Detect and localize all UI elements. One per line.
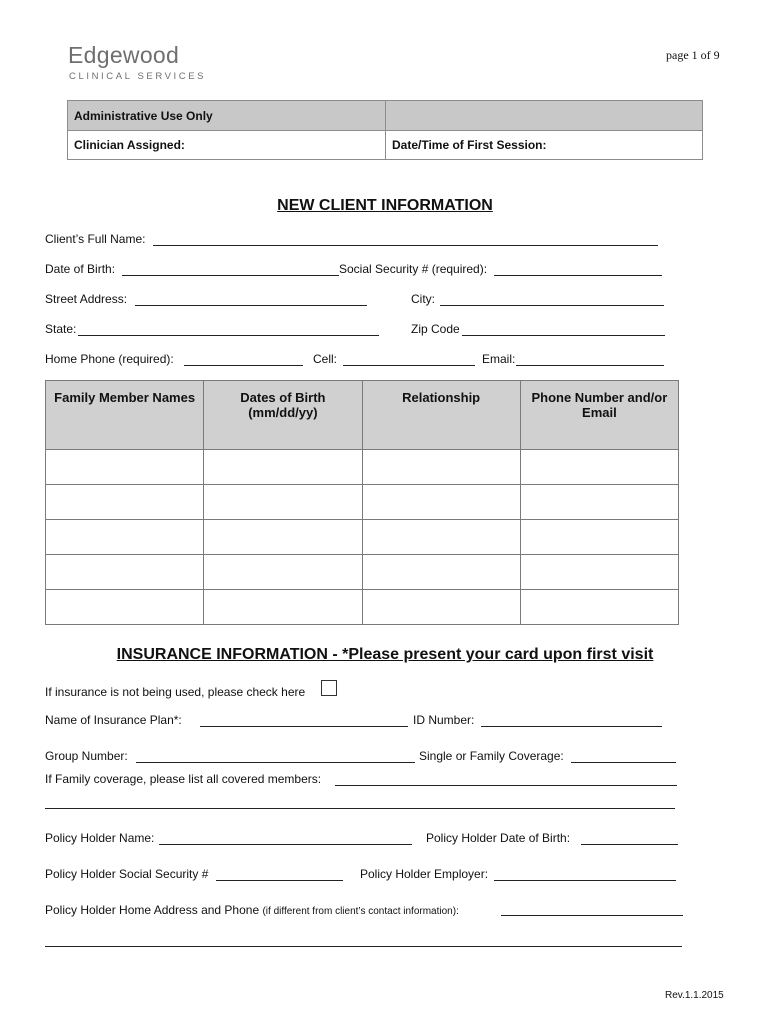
family-header-contact: Phone Number and/or Email (520, 381, 678, 450)
admin-header-blank (386, 101, 703, 131)
insurance-title: INSURANCE INFORMATION - *Please present your card upon first visit (116, 646, 654, 663)
state-field[interactable] (78, 335, 379, 336)
logo-tagline: CLINICAL SERVICES (69, 71, 207, 82)
home-phone-label: Home Phone (required): (45, 352, 174, 366)
holder-address-text: Policy Holder Home Address and Phone (45, 903, 260, 917)
holder-address-field-line-2[interactable] (45, 946, 682, 947)
full-name-label: Client’s Full Name: (45, 232, 146, 246)
plan-label: Name of Insurance Plan*: (45, 713, 182, 727)
table-row (46, 520, 679, 555)
holder-dob-label: Policy Holder Date of Birth: (426, 831, 571, 845)
family-cell[interactable] (46, 450, 204, 485)
holder-address-field[interactable] (501, 915, 683, 916)
family-members-label: If Family coverage, please list all covered members: (45, 772, 322, 786)
family-cell[interactable] (204, 555, 362, 590)
family-cell[interactable] (520, 450, 678, 485)
family-header-dob: Dates of Birth (mm/dd/yy) (204, 381, 362, 450)
id-number-label: ID Number: (413, 713, 475, 727)
revision-label: Rev.1.1.2015 (665, 990, 724, 1001)
dob-field[interactable] (122, 275, 339, 276)
family-cell[interactable] (46, 555, 204, 590)
family-cell[interactable] (204, 520, 362, 555)
clinician-assigned-label: Clinician Assigned: (68, 131, 386, 160)
city-label: City: (411, 292, 435, 306)
family-cell[interactable] (204, 485, 362, 520)
family-cell[interactable] (46, 485, 204, 520)
family-cell[interactable] (362, 520, 520, 555)
family-cell[interactable] (46, 520, 204, 555)
holder-name-label: Policy Holder Name: (45, 831, 155, 845)
no-insurance-checkbox[interactable] (321, 680, 337, 696)
holder-ssn-field[interactable] (216, 880, 343, 881)
family-header-names: Family Member Names (46, 381, 204, 450)
family-cell[interactable] (520, 555, 678, 590)
group-number-label: Group Number: (45, 749, 128, 763)
id-number-field[interactable] (481, 726, 662, 727)
group-number-field[interactable] (136, 762, 415, 763)
zip-label: Zip Code (411, 322, 460, 336)
holder-address-label (45, 903, 459, 917)
family-cell[interactable] (46, 590, 204, 625)
plan-field[interactable] (200, 726, 408, 727)
ssn-field[interactable] (494, 275, 662, 276)
family-members-field-line-2[interactable] (45, 808, 675, 809)
family-cell[interactable] (362, 450, 520, 485)
holder-name-field[interactable] (159, 844, 412, 845)
family-cell[interactable] (204, 590, 362, 625)
full-name-field[interactable] (153, 245, 658, 246)
holder-dob-field[interactable] (581, 844, 678, 845)
city-field[interactable] (440, 305, 664, 306)
logo-name: Edgewood (68, 42, 180, 68)
holder-employer-label: Policy Holder Employer: (360, 867, 489, 881)
admin-header-label: Administrative Use Only (68, 101, 386, 131)
family-cell[interactable] (362, 485, 520, 520)
table-row (46, 485, 679, 520)
first-session-label: Date/Time of First Session: (386, 131, 703, 160)
cell-field[interactable] (343, 365, 475, 366)
coverage-field[interactable] (571, 762, 676, 763)
holder-employer-field[interactable] (494, 880, 676, 881)
coverage-label: Single or Family Coverage: (419, 749, 564, 763)
zip-field[interactable] (462, 335, 665, 336)
family-cell[interactable] (520, 590, 678, 625)
admin-table (67, 100, 703, 160)
home-phone-field[interactable] (184, 365, 303, 366)
family-members-field[interactable] (335, 785, 677, 786)
email-field[interactable] (516, 365, 664, 366)
street-label: Street Address: (45, 292, 128, 306)
family-header-relationship: Relationship (362, 381, 520, 450)
family-table (45, 380, 679, 625)
family-cell[interactable] (362, 555, 520, 590)
ssn-label: Social Security # (required): (339, 262, 488, 276)
form-title: NEW CLIENT INFORMATION (277, 197, 493, 214)
table-row (46, 450, 679, 485)
street-field[interactable] (135, 305, 367, 306)
cell-label: Cell: (313, 352, 338, 366)
family-cell[interactable] (520, 485, 678, 520)
holder-ssn-label: Policy Holder Social Security # (45, 867, 209, 881)
table-row (46, 590, 679, 625)
table-row (46, 555, 679, 590)
family-cell[interactable] (204, 450, 362, 485)
family-cell[interactable] (362, 590, 520, 625)
holder-address-note: (if different from client’s contact information): (262, 906, 459, 917)
no-insurance-label: If insurance is not being used, please check here (45, 685, 306, 699)
email-label: Email: (482, 352, 516, 366)
page-number: page 1 of 9 (666, 48, 720, 62)
family-cell[interactable] (520, 520, 678, 555)
dob-label: Date of Birth: (45, 262, 116, 276)
state-label: State: (45, 322, 77, 336)
